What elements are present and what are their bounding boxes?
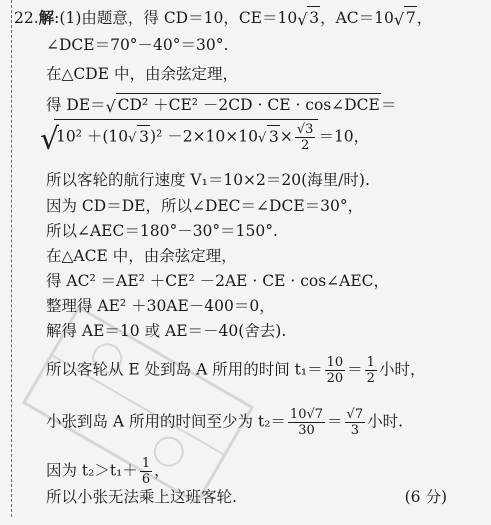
fraction-sqrt3-over-2: $\frac{√3}{2}$ xyxy=(296,122,314,153)
line-1-ac: ，AC＝10 xyxy=(320,9,394,27)
solution-label: 解 xyxy=(38,8,55,27)
line-6: 所以客轮的航行速度 V₁＝10×2＝20(海里/时). xyxy=(46,171,370,189)
line-4: 得 DE＝ √ CD² ＋CE² －2CD · CE · cos∠DCE＝ xyxy=(46,93,396,115)
line-10: 得 AC² ＝AE² ＋CE² －2AE · CE · cos∠AEC， xyxy=(46,272,390,290)
line-4-pre: 得 DE＝ xyxy=(46,96,106,114)
line-3: 在△CDE 中，由余弦定理， xyxy=(46,65,238,83)
line-5-result: ＝10， xyxy=(318,127,370,146)
line-16: 所以小张无法乘上这班客轮. xyxy=(46,488,237,506)
sqrt-7: √ 7 xyxy=(394,6,417,28)
line-1: 22.解:(1)由题意，得 CD＝10，CE＝10 √ 3，AC＝10 √ 7， xyxy=(14,8,433,29)
line-15-pre: 因为 t₂＞t₁＋ xyxy=(46,461,138,480)
line-12: 解得 AE＝10 或 AE＝－40(舍去). xyxy=(46,322,287,340)
line-14-pre: 小张到岛 A 所用的时间至少为 t₂＝ xyxy=(46,412,286,431)
sqrt-3: √ 3 xyxy=(297,6,320,28)
line-15: 因为 t₂＞t₁＋ $\frac{1}{6}$ ， xyxy=(46,456,170,487)
line-14: 小张到岛 A 所用的时间至少为 t₂＝ $\frac{10√7}{30}$ ＝ $\frac{√7}{3}$ 小时. xyxy=(46,407,404,438)
line-7: 因为 CD＝DE，所以∠DEC＝∠DCE＝30°， xyxy=(46,197,364,215)
line-1-cd-ce: CD＝10，CE＝10 xyxy=(163,9,298,27)
line-9: 在△ACE 中，由余弦定理， xyxy=(46,247,237,265)
fraction-1-over-6: $\frac{1}{6}$ xyxy=(141,456,151,487)
line-8: 所以∠AEC＝180°－30°＝150°. xyxy=(46,222,278,240)
score-label: (6 分) xyxy=(404,488,447,506)
sqrt-de-expression: √ CD² ＋CE² －2CD · CE · cos∠DCE xyxy=(106,93,381,115)
line-1-intro: (1)由题意，得 xyxy=(59,9,159,27)
line-13-pre: 所以客轮从 E 处到岛 A 所用的时间 t₁＝ xyxy=(46,360,323,379)
fraction-10-over-20: $\frac{10}{20}$ xyxy=(326,355,344,386)
problem-number: 22. xyxy=(14,9,39,27)
margin-dashed-rule xyxy=(11,0,12,517)
fraction-1-over-2: $\frac{1}{2}$ xyxy=(366,355,375,386)
line-2: ∠DCE＝70°－40°＝30°. xyxy=(46,36,229,54)
fraction-10sqrt7-over-30: $\frac{10√7}{30}$ xyxy=(289,407,324,438)
line-5 xyxy=(40,119,370,157)
line-11: 整理得 AE² ＋30AE－400＝0， xyxy=(46,297,275,315)
sqrt-numeric-expression: √ 10² ＋(10 √ 3)² －2×10×10 √ 3× $\frac{√3}{2}$ xyxy=(40,119,318,153)
line-13: 所以客轮从 E 处到岛 A 所用的时间 t₁＝ $\frac{10}{20}$ ＝ $\frac{1}{2}$ 小时， xyxy=(46,355,426,386)
fraction-sqrt7-over-3: $\frac{√7}{3}$ xyxy=(346,407,364,438)
